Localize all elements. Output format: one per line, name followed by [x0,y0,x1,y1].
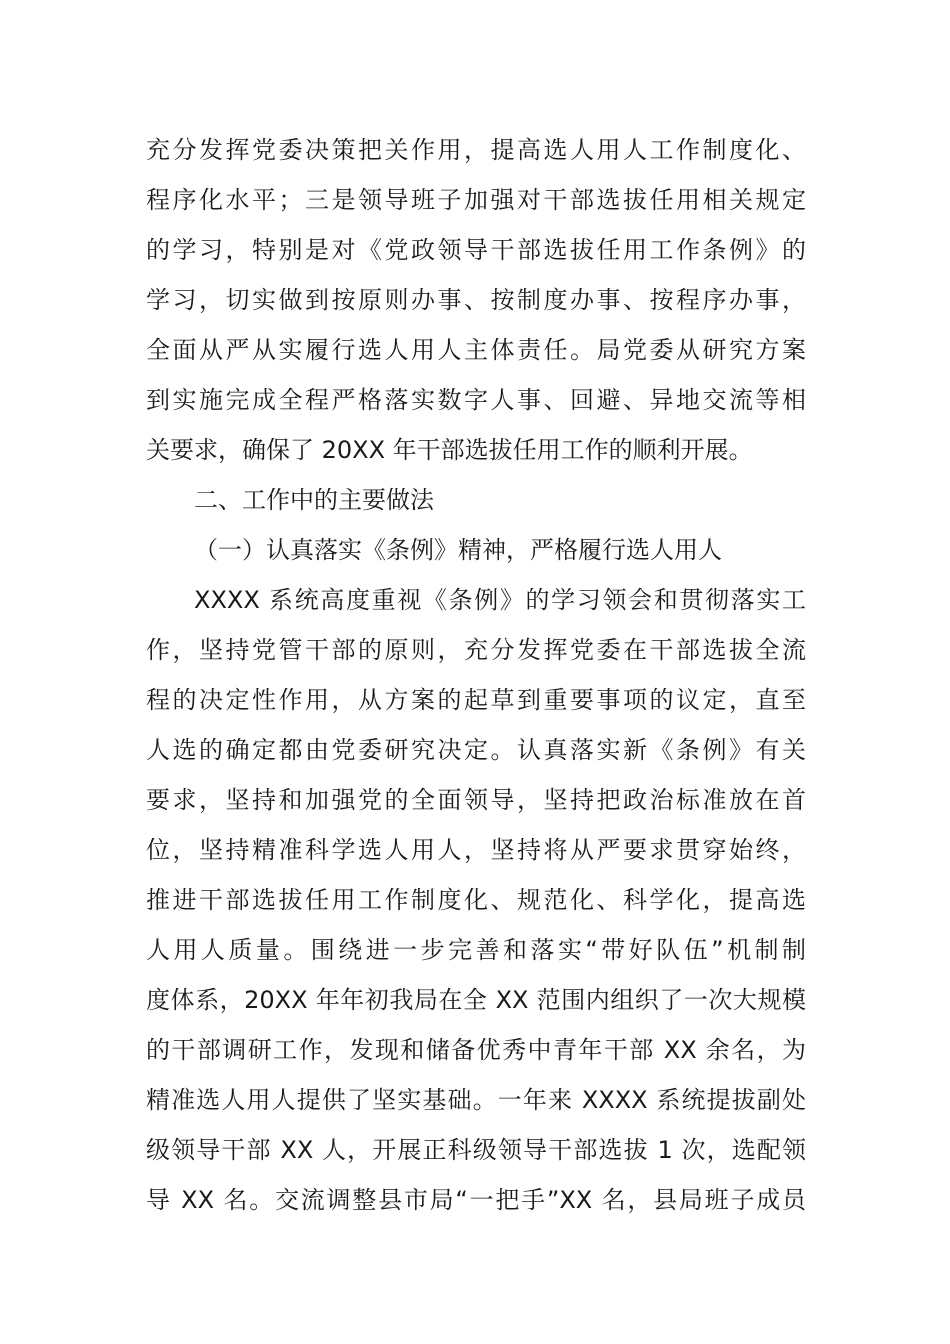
text-line: 程序化水平；三是领导班子加强对干部选拔任用相关规定 [146,186,806,214]
text-line: 要求，坚持和加强党的全面领导，坚持把政治标准放在首 [146,786,806,814]
text-line: 的干部调研工作，发现和储备优秀中青年干部 XX 余名，为 [146,1036,806,1064]
text-line: XXXX 系统高度重视《条例》的学习领会和贯彻落实工 [194,586,806,614]
text-line: 度体系，20XX 年年初我局在全 XX 范围内组织了一次大规模 [146,986,806,1014]
text-line: 人选的确定都由党委研究决定。认真落实新《条例》有关 [146,736,806,764]
subsection-heading: （一）认真落实《条例》精神，严格履行选人用人 [194,536,722,564]
text-line: 级领导干部 XX 人，开展正科级领导干部选拔 1 次，选配领 [146,1136,806,1164]
text-line: 推进干部选拔任用工作制度化、规范化、科学化，提高选 [146,886,806,914]
text-line: 人用人质量。围绕进一步完善和落实“带好队伍”机制制 [146,936,806,964]
text-line: 作，坚持党管干部的原则，充分发挥党委在干部选拔全流 [146,636,806,664]
text-line: 关要求，确保了 20XX 年干部选拔任用工作的顺利开展。 [146,436,753,464]
text-line: 精准选人用人提供了坚实基础。一年来 XXXX 系统提拔副处 [146,1086,806,1114]
text-line: 到实施完成全程严格落实数字人事、回避、异地交流等相 [146,386,806,414]
text-line: 位，坚持精准科学选人用人，坚持将从严要求贯穿始终， [146,836,806,864]
text-line: 导 XX 名。交流调整县市局“一把手”XX 名，县局班子成员 [146,1186,806,1214]
text-line: 的学习，特别是对《党政领导干部选拔任用工作条例》的 [146,236,806,264]
text-line: 程的决定性作用，从方案的起草到重要事项的议定，直至 [146,686,806,714]
text-line: 学习，切实做到按原则办事、按制度办事、按程序办事， [146,286,806,314]
text-line: 充分发挥党委决策把关作用，提高选人用人工作制度化、 [146,136,806,164]
section-heading: 二、工作中的主要做法 [194,486,434,514]
text-line: 全面从严从实履行选人用人主体责任。局党委从研究方案 [146,336,806,364]
